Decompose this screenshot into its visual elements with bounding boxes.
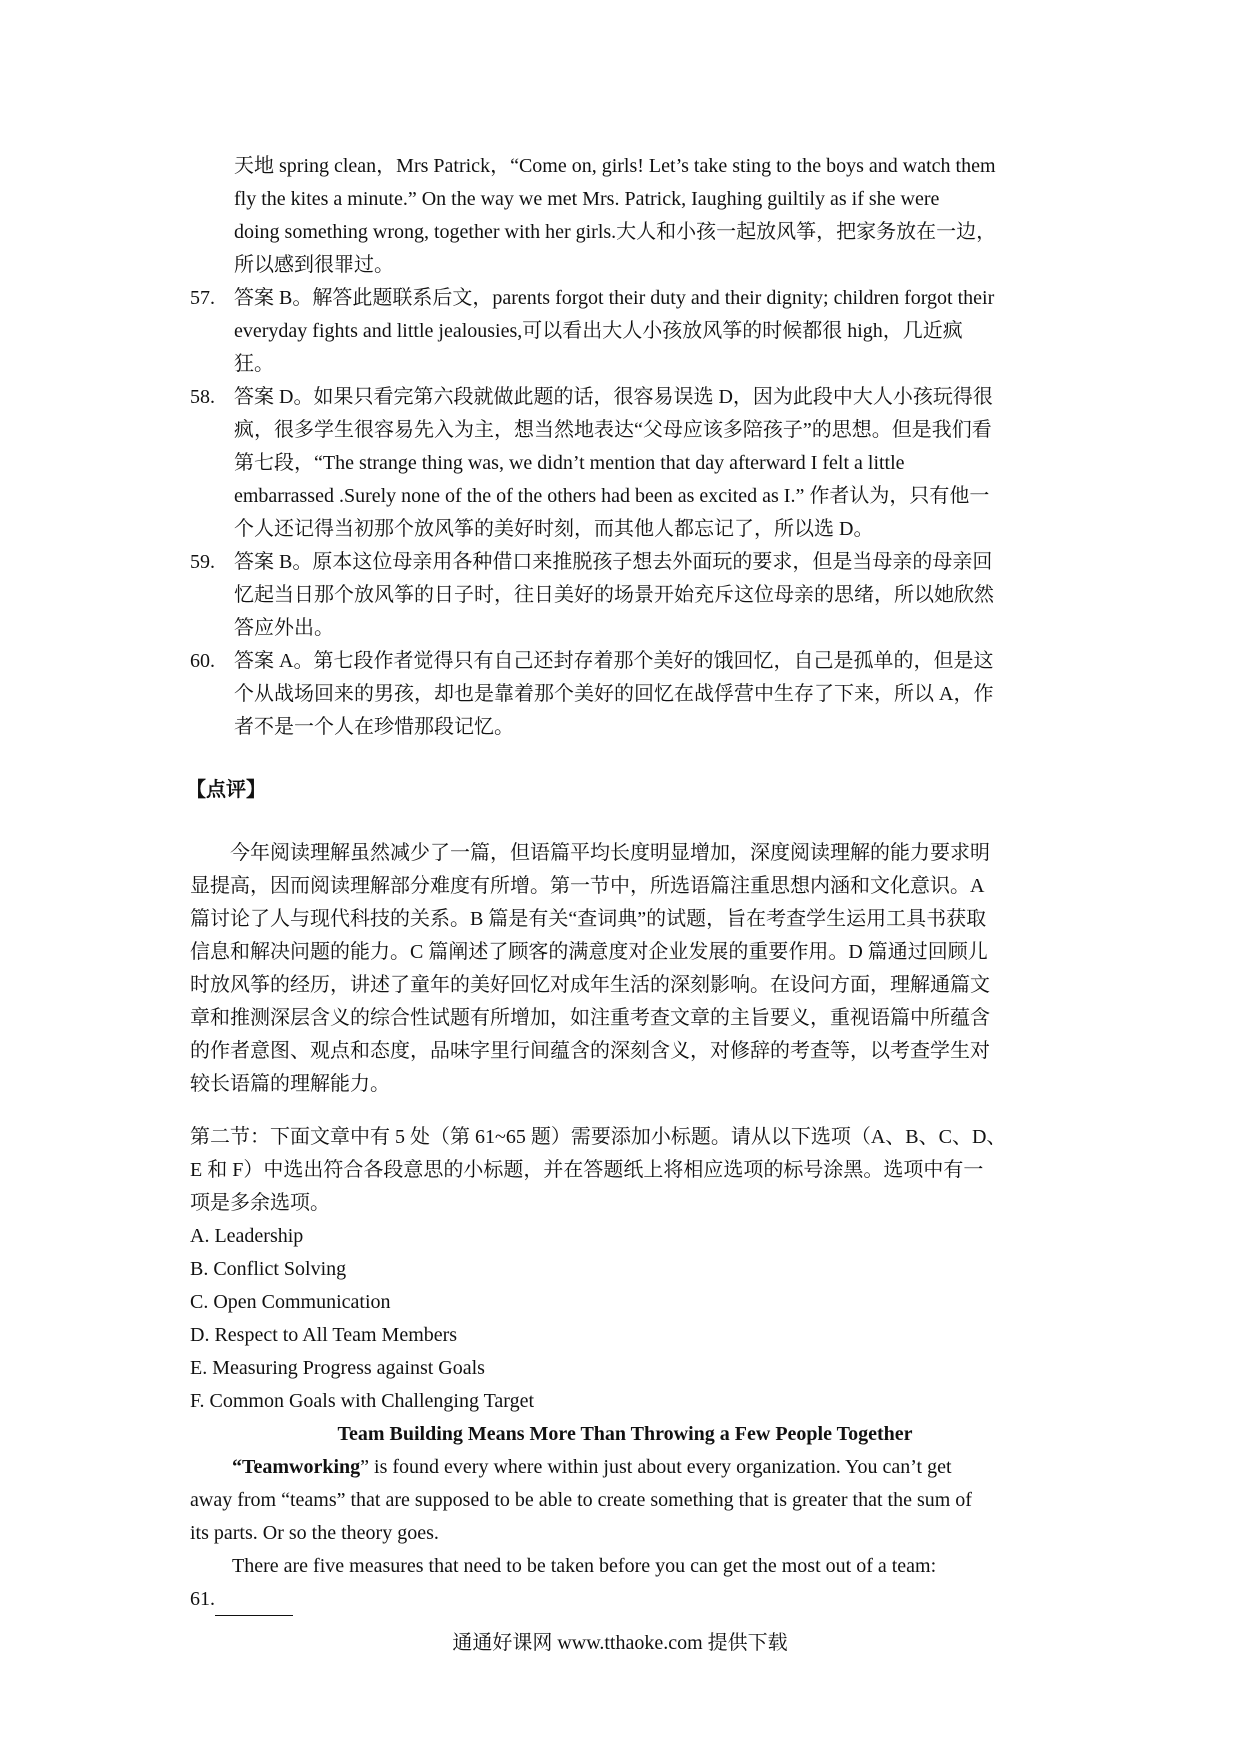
- text-line: 所以感到很罪过。: [234, 254, 394, 276]
- text-line: fly the kites a minute.” On the way we met Mrs. Patrick, Iaughing guiltily as if she were: [234, 188, 940, 210]
- text-line: 的作者意图、观点和态度，品味字里行间蕴含的深刻含义，对修辞的考查等，以考查学生对: [190, 1040, 990, 1062]
- text-line: 者不是一个人在珍惜那段记忆。: [234, 716, 514, 738]
- text-line: 信息和解决问题的能力。C 篇阐述了顾客的满意度对企业发展的重要作用。D 篇通过回顾儿: [190, 941, 988, 963]
- text-line: 第二节：下面文章中有 5 处（第 61~65 题）需要添加小标题。请从以下选项（A、B、C、D、: [190, 1126, 1007, 1148]
- text-line: 答案 B。原本这位母亲用各种借口来推脱孩子想去外面玩的要求，但是当母亲的母亲回: [234, 551, 993, 573]
- answer-59: [190, 546, 1060, 645]
- page-footer: 通通好课网 www.tthaoke.com 提供下载: [452, 1632, 788, 1654]
- option-item: C. Open Communication: [190, 1291, 391, 1313]
- text-line: 项是多余选项。: [190, 1192, 330, 1214]
- text-line: 忆起当日那个放风筝的日子时，往日美好的场景开始充斥这位母亲的思绪，所以她欣然: [234, 584, 994, 606]
- text-line: embarrassed .Surely none of the of the others had been as excited as I.” 作者认为，只有他一: [234, 485, 990, 507]
- text-line: 答应外出。: [234, 617, 334, 639]
- page-content: [186, 150, 1060, 1616]
- option-item: A. Leadership: [190, 1225, 304, 1247]
- answer-58: [190, 381, 1060, 546]
- text-line: 章和推测深层含义的综合性试题有所增加，如注重考查文章的主旨要义，重视语篇中所蕴含: [190, 1007, 990, 1029]
- text-line: 显提高，因而阅读理解部分难度有所增。第一节中，所选语篇注重思想内涵和文化意识。A: [190, 875, 985, 897]
- option-item: B. Conflict Solving: [190, 1258, 347, 1280]
- text-line: [190, 1451, 1060, 1484]
- answer-blank-line[interactable]: [215, 1593, 293, 1616]
- text-line: 个从战场回来的男孩，却也是靠着那个美好的回忆在战俘营中生存了下来，所以 A，作: [234, 683, 994, 705]
- text-line: 疯，很多学生很容易先入为主，想当然地表达“父母应该多陪孩子”的思想。但是我们看: [234, 419, 992, 441]
- text-line: 答案 D。如果只看完第六段就做此题的话，很容易误选 D，因为此段中大人小孩玩得很: [234, 386, 993, 408]
- text-line: 天地 spring clean，Mrs Patrick，“Come on, girls! Let’s take sting to the boys and watch them: [234, 155, 996, 177]
- blank-label: 61.: [190, 1588, 215, 1610]
- text-line: everyday fights and little jealousies,可以看出大人小孩放风筝的时候都很 high，几近疯: [234, 320, 963, 342]
- options-list: [190, 1220, 1060, 1418]
- option-item: D. Respect to All Team Members: [190, 1324, 458, 1346]
- text-line: 答案 B。解答此题联系后文，parents forgot their duty and their dignity; children forgot their: [234, 287, 995, 309]
- text-line: 答案 A。第七段作者觉得只有自己还封存着那个美好的饿回忆，自己是孤单的，但是这: [234, 650, 994, 672]
- article-paragraph-2: There are five measures that need to be taken before you can get the most out of a team:: [232, 1555, 937, 1577]
- answer-number: 57.: [190, 287, 215, 309]
- comment-paragraph: [190, 837, 1060, 1101]
- text-line: 时放风筝的经历，讲述了童年的美好回忆对成年生活的深刻影响。在设问方面，理解通篇文: [190, 974, 990, 996]
- answer-60: [190, 645, 1060, 744]
- answer-number: 59.: [190, 551, 215, 573]
- text-line: E 和 F）中选出符合各段意思的小标题，并在答题纸上将相应选项的标号涂黑。选项中有一: [190, 1159, 984, 1181]
- option-item: F. Common Goals with Challenging Target: [190, 1390, 535, 1412]
- text-line: its parts. Or so the theory goes.: [190, 1522, 439, 1544]
- answer-blank-61: [190, 1583, 1060, 1616]
- answer-number: 60.: [190, 650, 215, 672]
- text-line: doing something wrong, together with her girls.大人和小孩一起放风筝，把家务放在一边，: [234, 221, 997, 243]
- text-line: away from “teams” that are supposed to be able to create something that is greater that the sum of: [190, 1489, 972, 1511]
- text-line: 第七段，“The strange thing was, we didn’t mention that day afterward I felt a little: [234, 452, 905, 474]
- comment-heading: 【点评】: [186, 779, 266, 801]
- answer-number: 58.: [190, 386, 215, 408]
- answer-57: [190, 282, 1060, 381]
- bold-term: “Teamworking: [232, 1456, 361, 1478]
- text-line: 较长语篇的理解能力。: [190, 1073, 390, 1095]
- article-paragraph-1: [190, 1451, 1060, 1550]
- article-title: Team Building Means More Than Throwing a Few People Together: [337, 1423, 913, 1445]
- section2-instructions: [190, 1121, 1060, 1220]
- text-line: 今年阅读理解虽然减少了一篇，但语篇平均长度明显增加，深度阅读理解的能力要求明: [230, 842, 990, 864]
- text-line: 个人还记得当初那个放风筝的美好时刻，而其他人都忘记了，所以选 D。: [234, 518, 874, 540]
- text-span: ” is found every where within just about every organization. You can’t get: [360, 1456, 952, 1478]
- intro-paragraph: [190, 150, 1060, 282]
- option-item: E. Measuring Progress against Goals: [190, 1357, 485, 1379]
- text-line: 狂。: [234, 353, 274, 375]
- text-line: 篇讨论了人与现代科技的关系。B 篇是有关“查词典”的试题，旨在考查学生运用工具书获取: [190, 908, 987, 930]
